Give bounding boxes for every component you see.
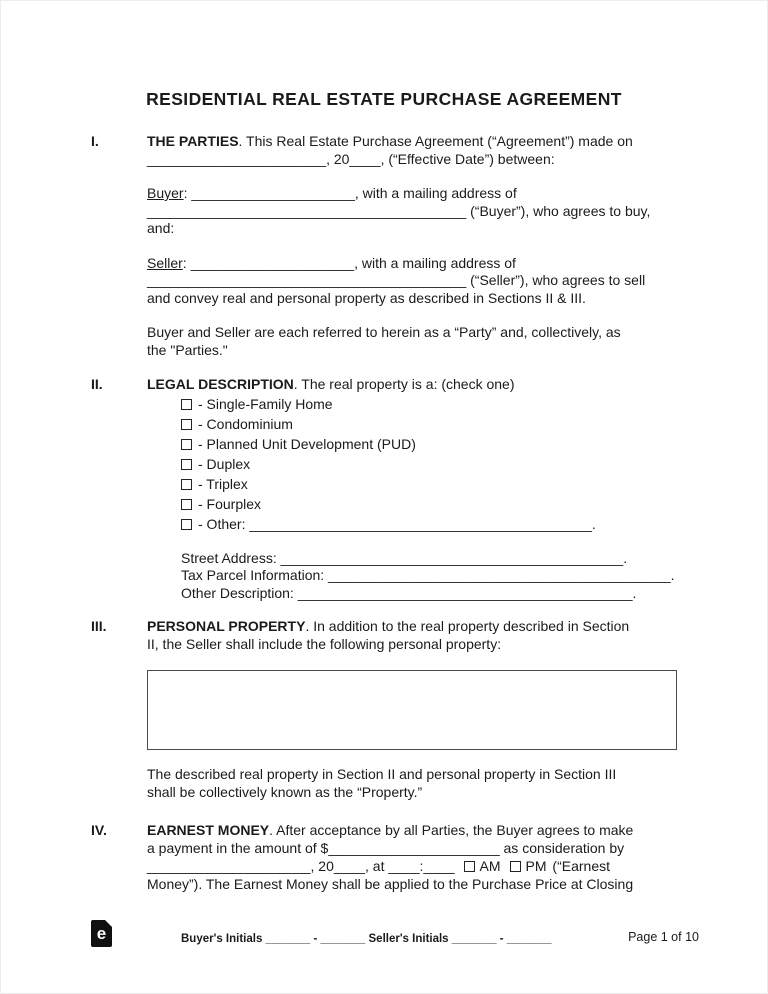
section-2-numeral: II. (91, 376, 103, 392)
pm-label: PM (525, 858, 547, 874)
section-4-heading-rest: . After acceptance by all Parties, the Buyer agrees to make (269, 822, 634, 838)
property-note-line-1: The described real property in Section II and personal property in Section III (147, 766, 617, 782)
section-the-parties (1, 133, 767, 359)
section-3-line-2: II, the Seller shall include the following personal property: (147, 635, 502, 652)
section-2-heading-line (147, 376, 727, 394)
earnest-date-time-blanks: _____________________, 20____, at ____:____ (147, 858, 455, 874)
seller-convey-line: and convey real and personal property as described in Sections II & III. (147, 289, 586, 306)
checkbox-icon[interactable] (181, 479, 192, 490)
checkbox-icon[interactable] (181, 399, 192, 410)
earnest-closing-line: Money”). The Earnest Money shall be applied to the Purchase Price at Closing (147, 876, 634, 892)
effective-date-blank-line: _______________________, 20____, (“Effective Date”) between: (147, 150, 555, 167)
buyer-name-blank-line: : _____________________, with a mailing address of (183, 185, 517, 201)
section-1-numeral: I. (91, 133, 99, 149)
seller-address-blank-line: _________________________________________ (“Seller”), who agrees to sell (147, 272, 646, 288)
section-4-heading: EARNEST MONEY (147, 822, 270, 838)
property-type-option-other (147, 514, 727, 534)
checkbox-icon[interactable] (181, 499, 192, 510)
earnest-open-paren-text: (“Earnest (552, 858, 610, 874)
option-label: - Planned Unit Development (PUD) (198, 435, 416, 452)
document-title: RESIDENTIAL REAL ESTATE PURCHASE AGREEMENT (146, 89, 622, 109)
section-4-numeral: IV. (91, 822, 107, 838)
other-description-blank-line: Other Description: ___________________________________________. (181, 584, 637, 601)
am-label: AM (479, 858, 501, 874)
seller-name-blank-line: : _____________________, with a mailing address of (182, 254, 516, 271)
checkbox-icon[interactable] (181, 419, 192, 430)
seller-word: Seller (147, 254, 183, 271)
option-label: - Other: ____________________________________________. (198, 515, 596, 532)
property-note-line-2: shall be collectively known as the “Property.” (147, 783, 423, 800)
tax-parcel-blank-line: Tax Parcel Information: ____________________________________________. (181, 567, 675, 583)
buyer-paragraph (147, 185, 727, 238)
property-address-block (147, 550, 727, 603)
personal-property-input-box[interactable] (147, 670, 677, 750)
property-type-option-pud (147, 434, 727, 454)
am-checkbox-icon[interactable] (464, 861, 475, 872)
option-label: - Duplex (198, 455, 251, 472)
street-address-blank-line: Street Address: ____________________________________________. (181, 549, 628, 566)
section-2-heading: LEGAL DESCRIPTION (147, 376, 294, 392)
checkbox-icon[interactable] (181, 459, 192, 470)
buyer-address-blank-line: _________________________________________ (“Buyer”), who agrees to buy, (147, 202, 651, 219)
checkbox-icon[interactable] (181, 519, 192, 530)
section-personal-property (1, 618, 767, 801)
eforms-logo-letter: e (96, 924, 107, 943)
parties-line-1: Buyer and Seller are each referred to herein as a “Party” and, collectively, as (147, 324, 621, 340)
section-1-heading: THE PARTIES (147, 133, 239, 149)
checkbox-icon[interactable] (181, 439, 192, 450)
section-3-intro-paragraph (147, 618, 727, 653)
section-2-heading-rest: . The real property is a: (check one) (293, 376, 515, 392)
section-3-numeral: III. (91, 618, 107, 634)
property-type-option-condominium (147, 414, 727, 434)
parties-line-2: the "Parties." (147, 341, 228, 358)
property-type-option-triplex (147, 474, 727, 494)
section-1-heading-rest: . This Real Estate Purchase Agreement (“Agreement”) made on (238, 133, 633, 149)
parties-paragraph (147, 324, 727, 359)
page-fold-icon (105, 920, 112, 927)
property-type-option-single-family (147, 394, 727, 414)
section-legal-description (1, 376, 767, 602)
section-earnest-money (1, 821, 767, 893)
buyer-word: Buyer (147, 185, 184, 201)
eforms-logo (91, 920, 112, 947)
section-4-paragraph (147, 821, 727, 893)
buyer-and-line: and: (147, 220, 175, 236)
section-1-intro-paragraph (147, 133, 727, 168)
seller-paragraph (147, 255, 727, 308)
option-label: - Single-Family Home (198, 395, 333, 412)
option-label: - Triplex (198, 475, 248, 492)
page-number: Page 1 of 10 (628, 930, 699, 944)
footer-initials-line: Buyer's Initials _______ - _______ Seller's Initials _______ - _______ (181, 933, 552, 945)
option-label: - Condominium (198, 415, 293, 432)
section-3-heading: PERSONAL PROPERTY (147, 618, 306, 634)
property-type-option-duplex (147, 454, 727, 474)
property-definition-paragraph (147, 766, 727, 801)
earnest-amount-blank-line: a payment in the amount of $______________________ as consideration by (147, 840, 625, 856)
pm-checkbox-icon[interactable] (510, 861, 521, 872)
option-label: - Fourplex (198, 495, 262, 512)
section-3-heading-rest: . In addition to the real property described in Section (305, 618, 630, 634)
property-type-option-fourplex (147, 494, 727, 514)
